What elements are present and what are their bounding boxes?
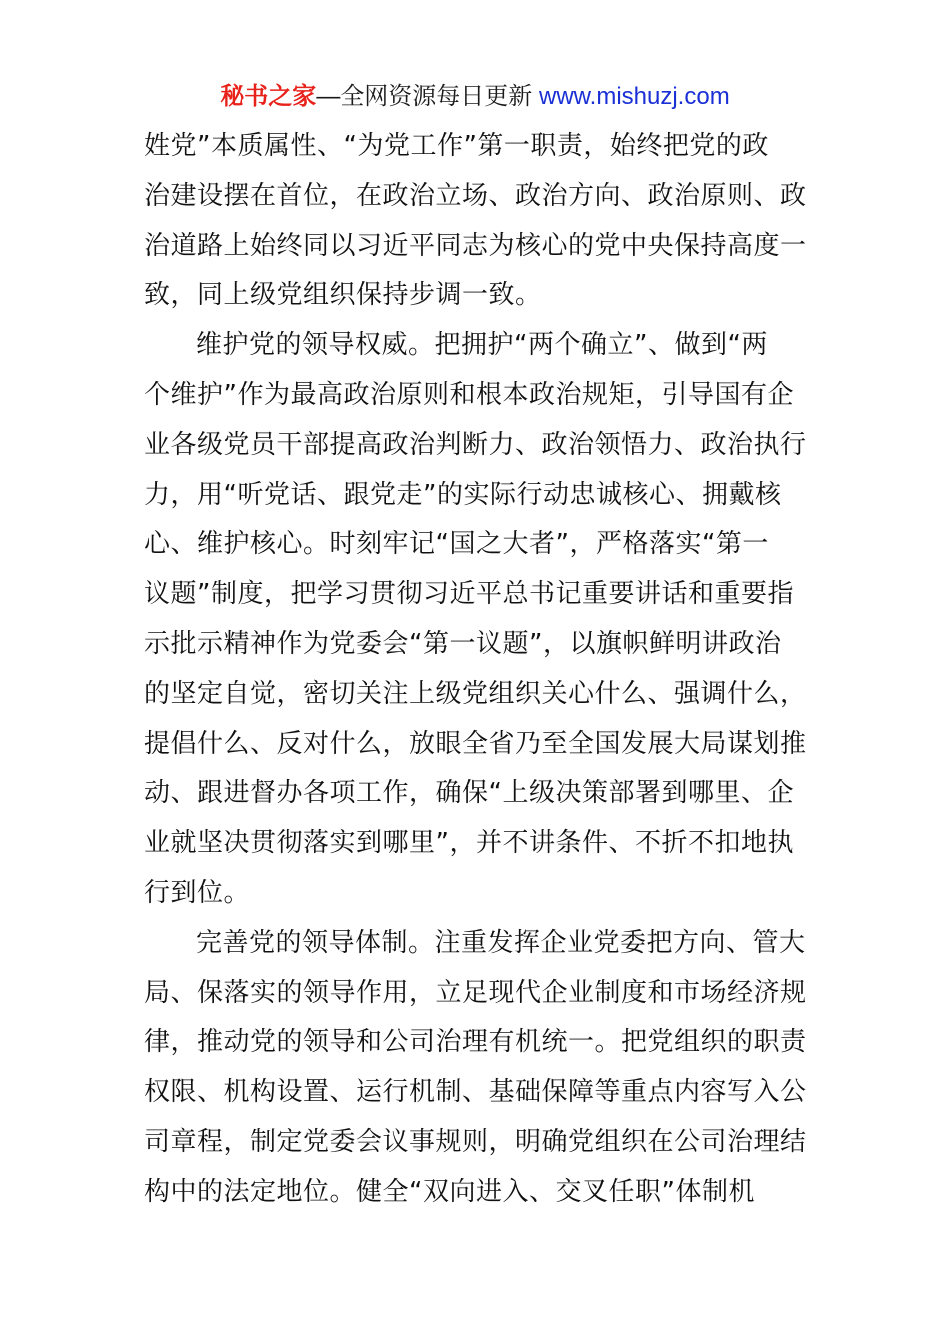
brand-name: 秘书之家 (220, 83, 317, 110)
text-line: 业就坚决贯彻落实到哪里”，并不讲条件、不折不扣地执 (144, 828, 794, 859)
text-line: 律，推动党的领导和公司治理有机统一。把党组织的职责 (144, 1027, 807, 1058)
site-url[interactable]: www.mishuzj.com (538, 83, 730, 110)
text-line: 致，同上级党组织保持步调一致。 (144, 280, 542, 311)
text-line: 治建设摆在首位，在政治立场、政治方向、政治原则、政 (144, 180, 807, 211)
text-line: 心、维护核心。时刻牢记“国之大者”，严格落实“第一 (144, 529, 769, 560)
text-line: 治道路上始终同以习近平同志为核心的党中央保持高度一 (144, 230, 807, 261)
text-line: 局、保落实的领导作用，立足现代企业制度和市场经济规 (144, 977, 807, 1008)
text-line: 力，用“听党话、跟党走”的实际行动忠诚核心、拥戴核 (144, 479, 782, 510)
text-line: 业各级党员干部提高政治判断力、政治领悟力、政治执行 (144, 429, 807, 460)
text-line: 议题”制度，把学习贯彻习近平总书记重要讲话和重要指 (144, 579, 794, 610)
text-line: 司章程，制定党委会议事规则，明确党组织在公司治理结 (144, 1126, 807, 1157)
text-line: 提倡什么、反对什么，放眼全省乃至全国发展大局谋划推 (144, 728, 807, 759)
text-line: 权限、机构设置、运行机制、基础保障等重点内容写入公 (144, 1077, 807, 1108)
paragraph-heading-line: 完善党的领导体制。注重发挥企业党委把方向、管大 (196, 927, 806, 958)
paragraph-heading-line: 维护党的领导权威。把拥护“两个确立”、做到“两 (196, 330, 768, 361)
text-line: 姓党”本质属性、“为党工作”第一职责，始终把党的政 (144, 131, 769, 161)
header-tagline: —全网资源每日更新 (316, 83, 533, 110)
text-line: 动、跟进督办各项工作，确保“上级决策部署到哪里、企 (144, 778, 794, 809)
text-line: 示批示精神作为党委会“第一议题”，以旗帜鲜明讲政治 (144, 628, 782, 659)
text-line: 个维护”作为最高政治原则和根本政治规矩，引导国有企 (144, 379, 794, 410)
body-text (144, 122, 806, 1218)
text-line: 行到位。 (144, 877, 251, 908)
text-line: 构中的法定地位。健全“双向进入、交叉任职”体制机 (144, 1176, 755, 1207)
page-header (0, 80, 950, 114)
text-line: 的坚定自觉，密切关注上级党组织关心什么、强调什么， (144, 678, 807, 709)
